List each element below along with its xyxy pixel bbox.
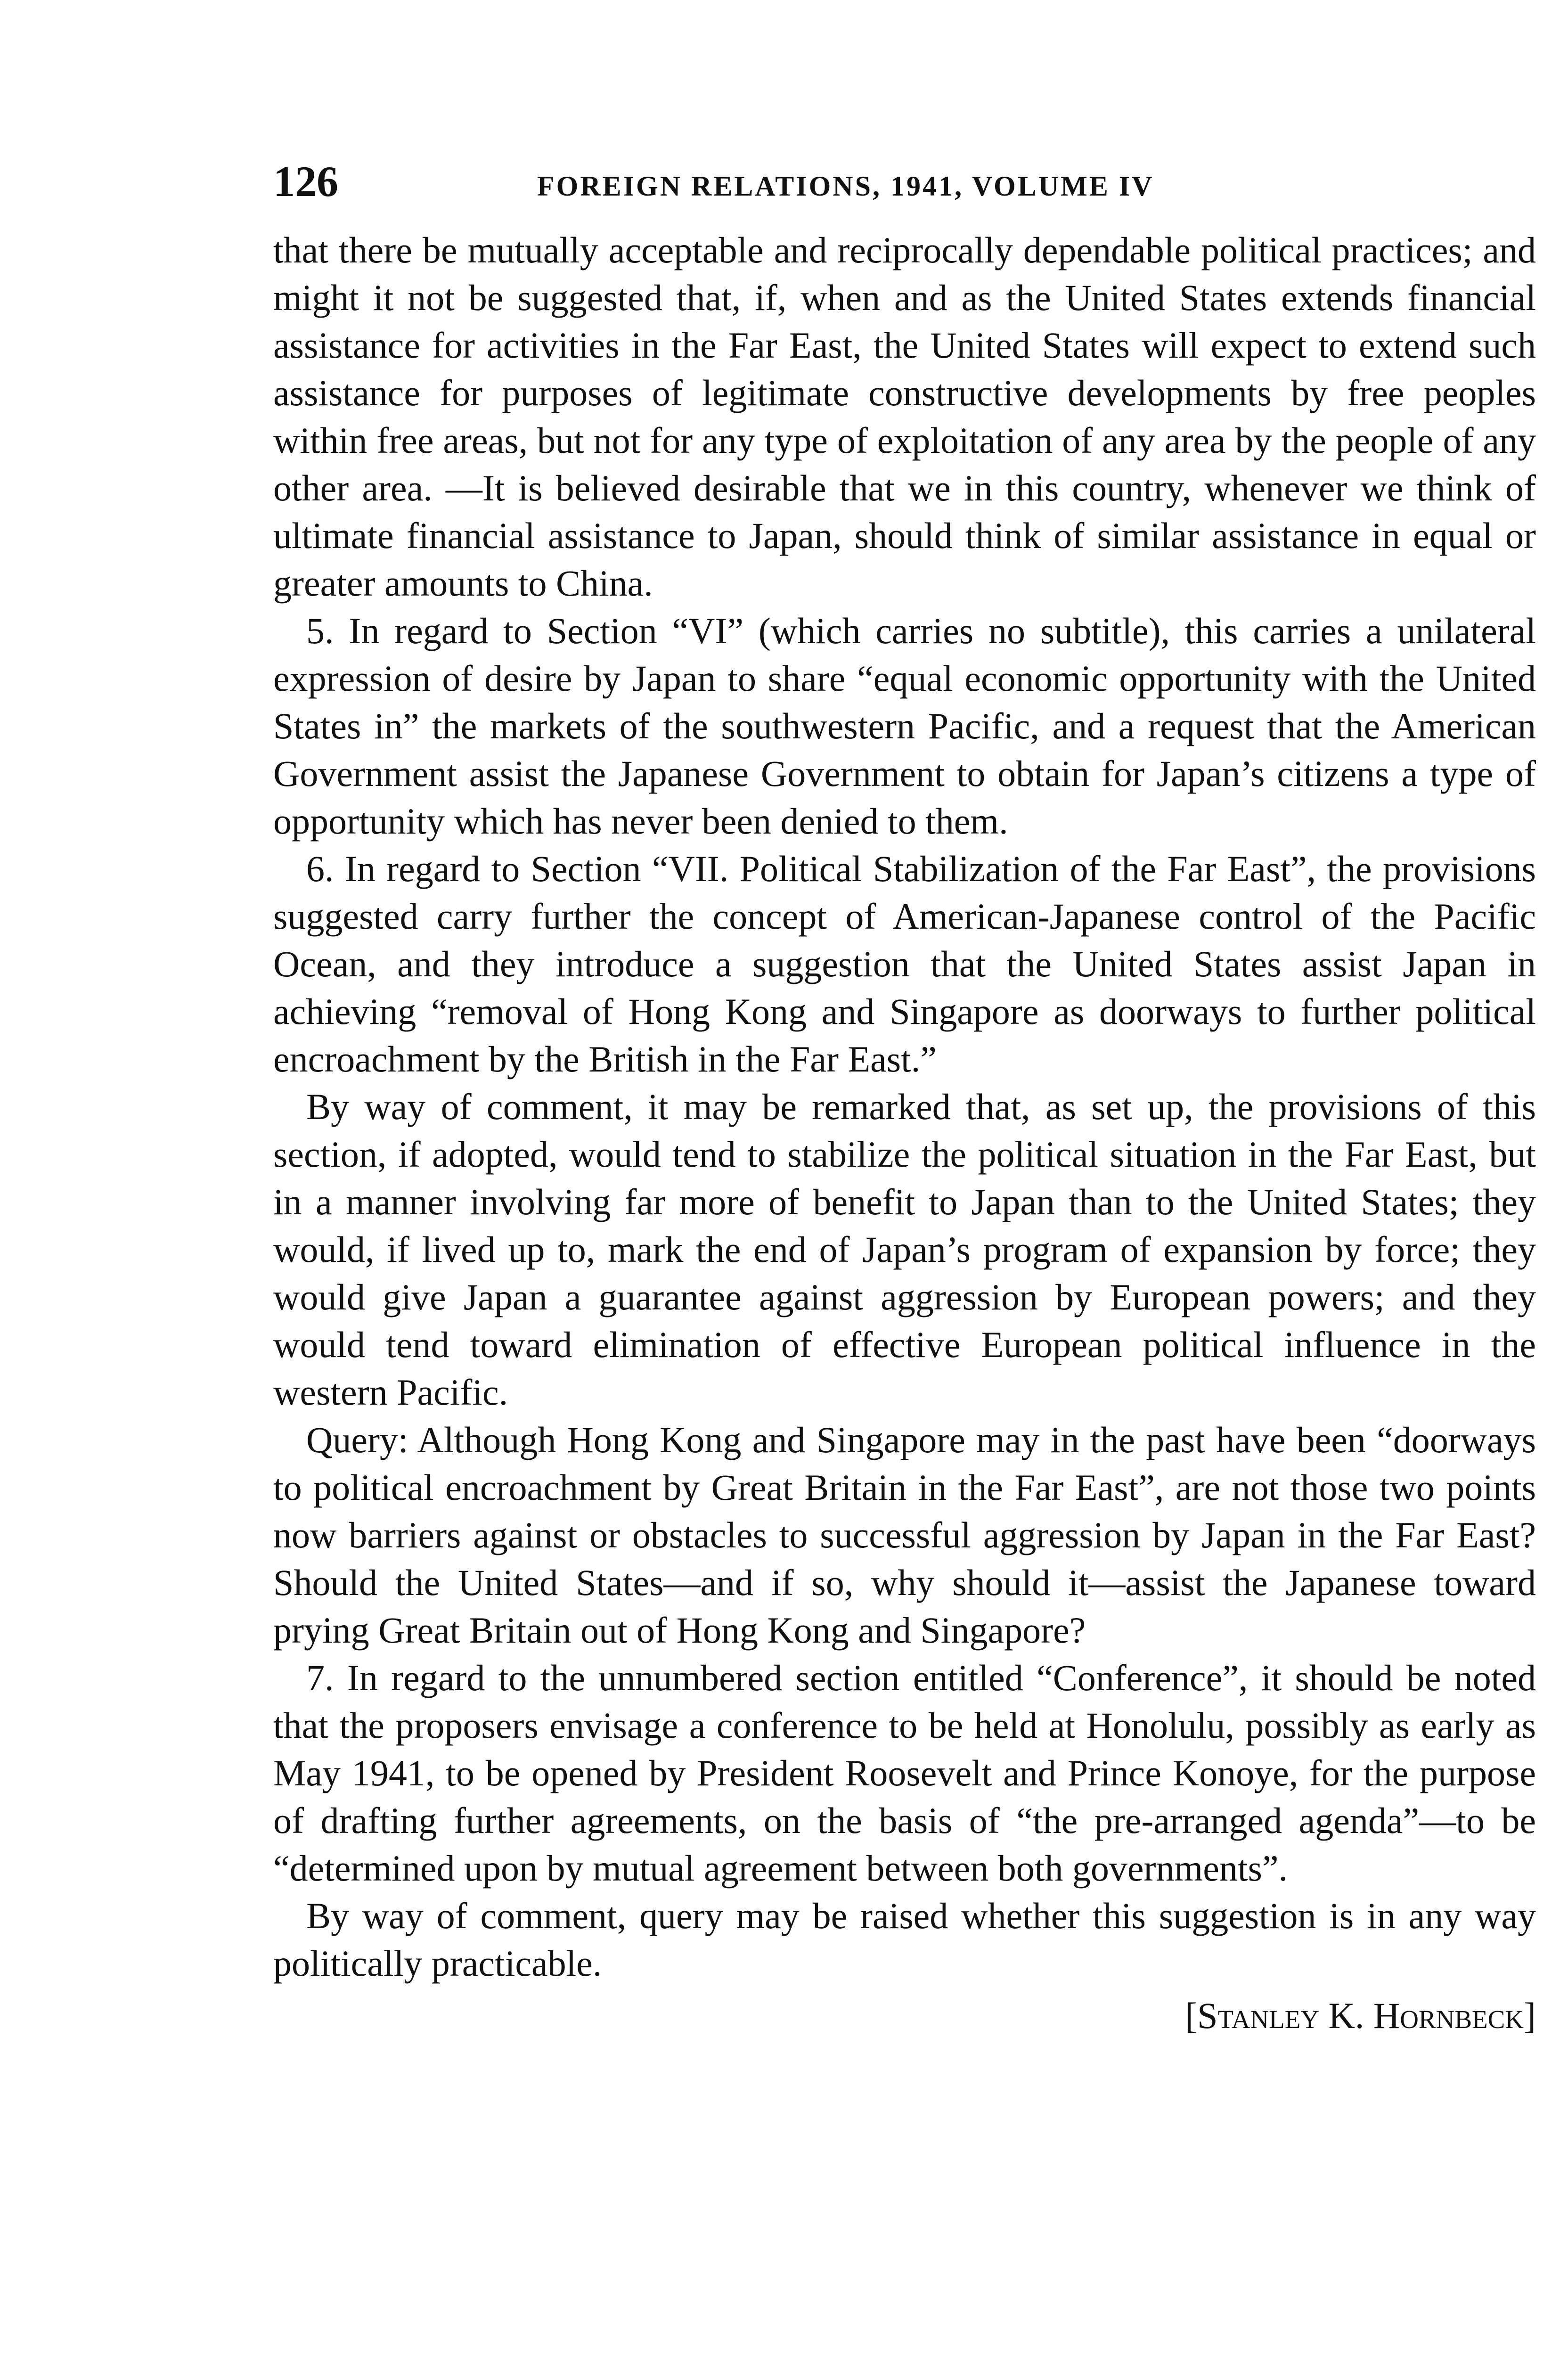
paragraph-section-vii: 6. In regard to Section “VII. Political Stabilization of the Far East”, the provisions suggested carry further the concept of American-Japanese control of the Pacific Ocean, and they introduce a suggestion that the United States assist Japan in achieving “removal of Hong Kong and Singapore as doorways to further political encroachment by the British in the Far East.” — [273, 848, 1536, 1080]
paragraph-comment-practicable: By way of comment, query may be raised whether this suggestion is in any way politically practicable. — [273, 1895, 1536, 1984]
paragraph-comment-stabilization: By way of comment, it may be remarked that, as set up, the provisions of this section, if adopted, would tend to stabilize the political situation in the Far East, but in a manner involving far more of benefit to Japan than to the United States; they would, if lived up to, mark the end of Japan’s program of expansion by force; they would give Japan a guarantee against aggression by European powers; and they would tend toward elimination of effective European political influence in the western Pacific. — [273, 1086, 1536, 1413]
body-text — [273, 226, 1536, 1987]
running-head — [273, 155, 1536, 226]
running-title: FOREIGN RELATIONS, 1941, VOLUME IV — [537, 171, 1154, 202]
paragraph-continuation: that there be mutually acceptable and reciprocally dependable political practices; and might it not be suggested that, if, when and as the United States extends financial assistance for activities in the Far East, the United States will expect to extend such assistance for purposes of legitimate constructive developments by free peoples within free areas, but not for any type of exploitation of any area by the people of any other area. —It is believed desirable that we in this country, whenever we think of ultimate financial assistance to Japan, should think of similar assistance in equal or greater amounts to China. — [273, 229, 1536, 604]
document-page — [273, 155, 1536, 2356]
paragraph-conference: 7. In regard to the unnumbered section entitled “Conference”, it should be noted that the proposers envisage a conference to be held at Honolulu, possibly as early as May 1941, to be opened by President Roosevelt and Prince Konoye, for the purpose of drafting further agreements, on the basis of “the pre-arranged agenda”—to be “determined upon by mutual agreement between both governments”. — [273, 1657, 1536, 1889]
paragraph-section-vi: 5. In regard to Section “VI” (which carries no subtitle), this carries a unilateral expression of desire by Japan to share “equal economic opportunity with the United States in” the markets of the southwestern Pacific, and a request that the American Government assist the Japanese Government to obtain for Japan’s citizens a type of opportunity which has never been denied to them. — [273, 610, 1536, 842]
paragraph-query: Query: Although Hong Kong and Singapore may in the past have been “doorways to political encroachment by Great Britain in the Far East”, are not those two points now barriers against or obstacles to successful aggression by Japan in the Far East? Should the United States—and if so, why should it—assist the Japanese toward prying Great Britain out of Hong Kong and Singapore? — [273, 1419, 1536, 1651]
signature: [Stanley K. Hornbeck] — [1185, 1995, 1536, 2036]
page-number: 126 — [273, 157, 338, 205]
